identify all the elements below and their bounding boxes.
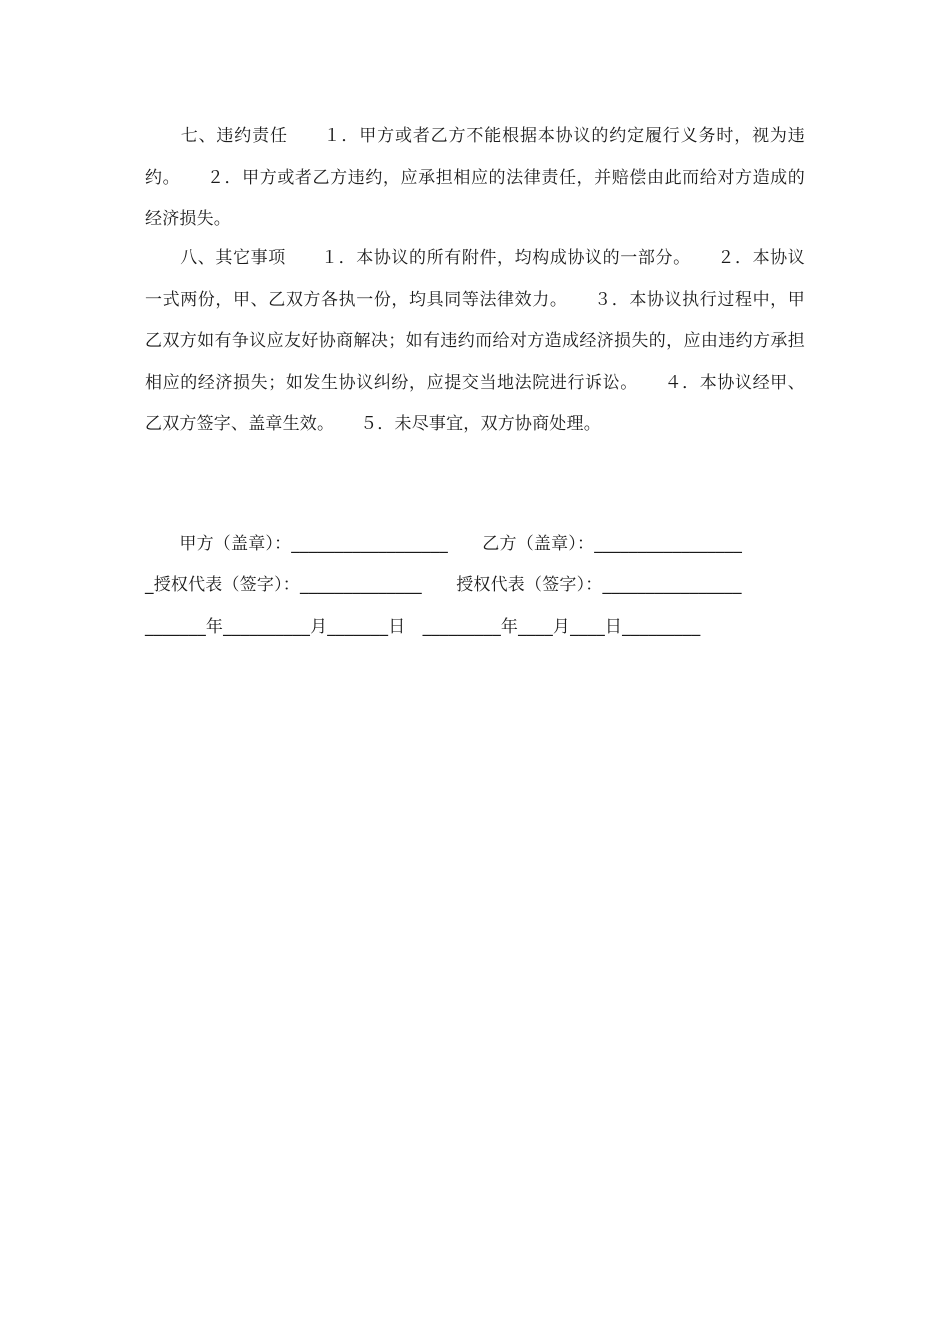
signature-date-line: _______年__________月_______日 _________年____月____日_________	[145, 617, 701, 637]
signature-seal-line: 甲方（盖章）：__________________ 乙方（盖章）：_________________	[145, 534, 743, 554]
section-other-matters: 八、其它事项 １．本协议的所有附件，均构成协议的一部分。 ２．本协议一式两份，甲、乙双方各执一份，均具同等法律效力。 ３．本协议执行过程中，甲乙双方如有争议应友好协商解决；如有违约而给对方造成经济损失的，应由违约方承担相应的经济损失；如发生协议纠纷，应提交当地法院进行诉讼。 ４．本协议经甲、乙双方签字、盖章生效。 ５．未尽事宜，双方协商处理。	[145, 248, 805, 434]
signature-representative-line: _授权代表（签字）：______________ 授权代表（签字）：________________	[145, 575, 742, 595]
section-breach-liability: 七、违约责任 １．甲方或者乙方不能根据本协议的约定履行义务时，视为违约。 ２．甲方或者乙方违约，应承担相应的法律责任，并赔偿由此而给对方造成的经济损失。	[145, 126, 805, 229]
